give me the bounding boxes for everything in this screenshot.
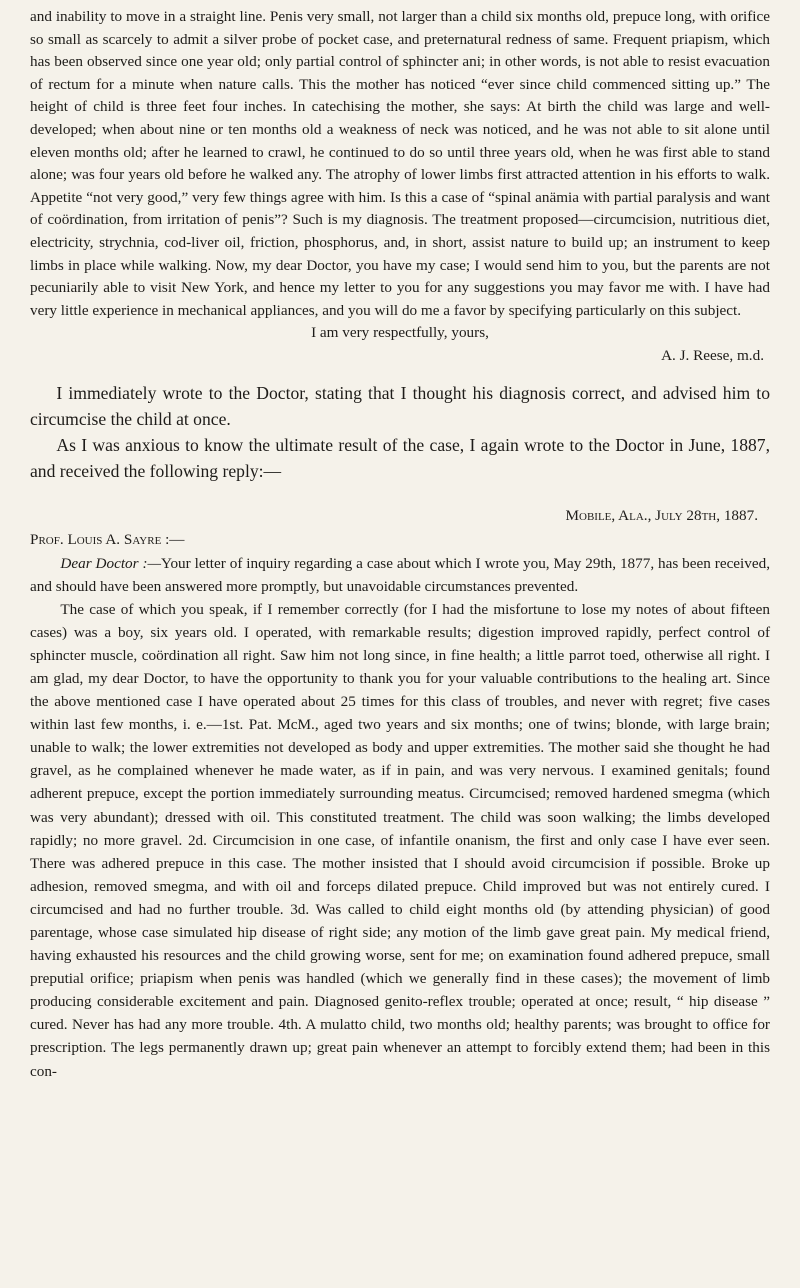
letter2-paragraph-2: The case of which you speak, if I remember correctly (for I had the misfortune to lose my notes of about fifteen cases) was a boy, six years old. I operated, with remarkable results; digestion improved rapidly, perfect control of sphincter muscle, coördination all right. Saw him not long since, in fine health; a little parrot toed, otherwise all right. I am glad, my dear Doctor, to have the opportunity to thank you for your valuable contributions to the healing art. Since the above mentioned case I have operated about 25 times for this class of troubles, and never with regret; five cases within last few months, i. e.—1st. Pat. McM., aged two years and six months; one of twins; blonde, with large brain; unable to walk; the lower extremities not developed as body and upper extremities. The mother said she thought he had gravel, as he complained whenever he made water, as if in pain, and was very nervous. I examined genitals; found adherent prepuce, except the portion immediately surrounding meatus. Circumcised; removed hardened smegma (which was very abundant); dressed with oil. This constituted treatment. The child was soon walking; the limbs developed rapidly; no more gravel. 2d. Circumcision in one case, of infantile onanism, the first and only case I have ever seen. There was adhered prepuce in this case. The mother insisted that I should avoid circumcision if possible. Broke up adhesion, removed smegma, and with oil and forceps dilated prepuce. Child improved but was not entirely cured. I circumcised and had no further trouble. 3d. Was called to child eight months old (by attending physician) of good parentage, whose case simulated hip disease of right side; any motion of the limb gave great pain. My medical friend, having exhausted his resources and the child growing worse, sent for me; on examination found adhered prepuce, small preputial orifice; priapism when penis was handled (which we generally find in these cases); the movement of limb producing considerable excitement and pain. Diagnosed genito-reflex trouble; operated at once; result, “ hip disease ” cured. Never has had any more trouble. 4th. A mulatto child, two months old; healthy parents; was brought to office for prescription. The legs permanently drawn up; great pain whenever an attempt to forcibly extend them; had been in this con- <box>30 600 770 1080</box>
author-narrative <box>30 380 770 484</box>
letter1-signature: A. J. Reese, m.d. <box>661 346 764 364</box>
reply-letter <box>30 504 770 1083</box>
narrative-paragraph-1: I immediately wrote to the Doctor, stating that I thought his diagnosis correct, and advised him to circumcise the child at once. <box>30 382 770 429</box>
letter1-body: and inability to move in a straight line. Penis very small, not larger than a child six months old, prepuce long, with orifice so small as scarcely to admit a silver probe of pocket case, and preternatural redness of same. Frequent priapism, which has been observed since one year old; only partial control of sphincter ani; in other words, is not able to resist evacuation of rectum for a minute when nature calls. This the mother has noticed “ever since child commenced sitting up.” The height of child is three feet four inches. In catechising the mother, she says: At birth the child was large and well-developed; when about nine or ten months old a weakness of neck was noticed, and he was not able to sit alone until eleven months old; after he learned to crawl, he continued to do so until three years old, when he was first able to stand alone; was four years old before he walked any. The atrophy of lower limbs first attracted attention in his efforts to walk. Appetite “not very good,” very few things agree with him. Is this a case of “spinal anämia with partial paralysis and want of coördination, from irritation of penis”? Such is my diagnosis. The treatment proposed—circumcision, nutritious diet, electricity, strychnia, cod-liver oil, friction, phosphorus, and, in short, assist nature to build up; an instrument to keep limbs in place while walking. Now, my dear Doctor, you have my case; I would send him to you, but the parents are not pecuniarily able to visit New York, and hence my letter to you for any suggestions you may favor me with. I have had very little experience in mechanical appliances, and you will do me a favor by specifying particularly on this subject. <box>30 8 770 319</box>
letter2-place-date: Mobile, Ala., July 28th, 1887. <box>565 506 758 524</box>
letter2-paragraph-1-text: Your letter of inquiry regarding a case about which I wrote you, May 29th, 1877, has been received, and should have been answered more promptly, but unavoidable circumstances prevented. <box>30 554 770 595</box>
narrative-paragraph-2: As I was anxious to know the ultimate result of the case, I again wrote to the Doctor in June, 1887, and received the following reply:— <box>30 434 770 481</box>
letter2-paragraph-1 <box>30 552 770 598</box>
letter2-addressee: Prof. Louis A. Sayre :— <box>30 530 185 548</box>
letter2-salutation: Dear Doctor :— <box>60 554 162 572</box>
letter1-closing: I am very respectfully, yours, <box>311 324 489 342</box>
letter-from-reese <box>30 6 770 368</box>
letter1-signoff <box>30 322 770 367</box>
